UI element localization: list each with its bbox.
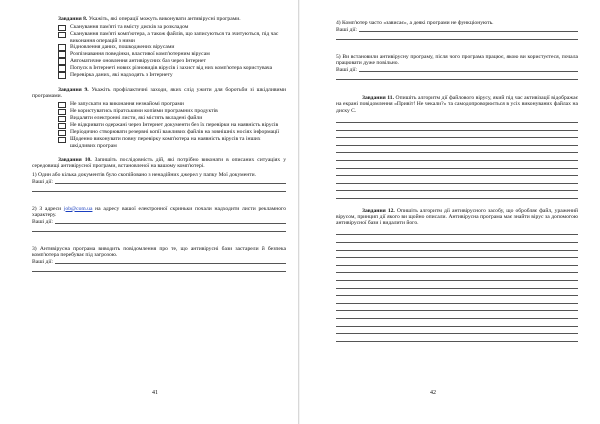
answer-line[interactable] xyxy=(336,251,578,258)
task8-option[interactable]: Сканування пам'яті та вмісту дисків за розкладом xyxy=(58,24,286,31)
right-page xyxy=(300,0,600,424)
answer-line[interactable] xyxy=(336,116,578,123)
page-number: 42 xyxy=(430,389,436,396)
answer-line[interactable] xyxy=(336,244,578,251)
task9-prompt xyxy=(32,87,286,100)
answer-line[interactable] xyxy=(336,146,578,153)
answer-line[interactable] xyxy=(336,154,578,161)
task9-option[interactable]: Не користуватись піратськими копіями програмних продуктів xyxy=(58,108,286,115)
answer-line[interactable] xyxy=(336,184,578,191)
answer-line[interactable] xyxy=(336,282,578,289)
task11-answer-area[interactable] xyxy=(336,116,578,199)
answer-line[interactable] xyxy=(336,335,578,342)
checkbox[interactable] xyxy=(58,123,66,130)
task9-label: Завдання 9. xyxy=(58,86,89,93)
answer-line[interactable] xyxy=(336,320,578,327)
task9-options xyxy=(58,101,286,149)
answer-field[interactable]: Ваші дії: xyxy=(32,178,286,185)
email-link[interactable]: job@com.ua xyxy=(63,205,93,212)
answer-line[interactable] xyxy=(336,304,578,311)
answer-field[interactable]: Ваші дії: xyxy=(336,66,578,73)
checkbox[interactable] xyxy=(58,137,66,144)
task12-text: Опишіть алгоритм дії антивірусного засобу, що обробляє файл, уражений вірусом, принцип дії якого ви щойно описали. Антивірусна програма має знайти вірус за допомогою антивірусної бази і видалити його. xyxy=(336,207,578,227)
task10-text: Запишіть послідовність дій, які потрібно виконати в описаних ситуаціях у середовищі антивірусної програми, встановленої на вашому комп'ютері. xyxy=(32,157,286,170)
task8-option[interactable]: Розпізнавання поведінки, властивої комп'ютерним вірусам xyxy=(58,51,286,58)
checkbox[interactable] xyxy=(58,102,66,109)
answer-line[interactable] xyxy=(336,266,578,273)
checkbox[interactable] xyxy=(58,44,66,51)
task8-option[interactable]: Автоматичне оновлення антивірусних баз через Інтернет xyxy=(58,58,286,65)
answer-line[interactable] xyxy=(336,177,578,184)
task10-situation-2: 2) З адреси job@com.ua на адресу вашої електронної скриньки почали надходити листи рекламного характеру. xyxy=(32,205,286,218)
answer-line[interactable] xyxy=(336,236,578,243)
checkbox[interactable] xyxy=(58,58,66,65)
task10-prompt xyxy=(32,157,286,170)
checkbox[interactable] xyxy=(58,65,66,72)
answer-field[interactable]: Ваші дії: xyxy=(336,26,578,33)
answer-line[interactable] xyxy=(32,265,286,272)
answer-line[interactable] xyxy=(336,73,578,80)
task10-situation-1: 1) Один або кілька документів було скопійовано з ненадійних джерел у папку Мої документи. xyxy=(32,171,257,178)
checkbox[interactable] xyxy=(58,25,66,32)
answer-line[interactable] xyxy=(336,169,578,176)
task9-option[interactable]: Видаляти електронні листи, які містять вкладені файли xyxy=(58,115,286,122)
answer-line[interactable] xyxy=(336,312,578,319)
task8-options xyxy=(58,24,286,79)
task8-option[interactable]: Перевірка даних, які надходять з Інтернету xyxy=(58,72,286,79)
checkbox[interactable] xyxy=(58,32,66,39)
answer-line[interactable] xyxy=(32,225,286,232)
task8-prompt xyxy=(32,16,286,22)
task9-option[interactable]: Не запускати на виконання незнайомі програми xyxy=(58,101,286,108)
checkbox[interactable] xyxy=(58,130,66,137)
checkbox[interactable] xyxy=(58,116,66,123)
task10-label: Завдання 10. xyxy=(58,157,92,164)
answer-field[interactable]: Ваші дії: xyxy=(32,218,286,225)
answer-line[interactable] xyxy=(336,162,578,169)
task11-text: Опишіть алгоритм дії файлового вірусу, який під час активізації відображає на екрані повідомлення «Привіт! Не чекали?» та самодопроворюється в усіх виконуваних файлах на диску С. xyxy=(336,95,578,114)
task8-option[interactable]: Відновлення даних, пошкоджених вірусами xyxy=(58,44,286,51)
task9-text: Укажіть профілактичні заходи, яких слід ужити для боротьби зі шкідливими програмами. xyxy=(32,86,287,100)
answer-line[interactable] xyxy=(336,228,578,235)
task10-situation-3: 3) Антивірусна програма виводить повідомлення про те, що антивірусні бази застарели й безпека комп'ютера перебуває під загрозою. xyxy=(32,245,286,259)
answer-line[interactable] xyxy=(336,259,578,266)
answer-line[interactable] xyxy=(336,297,578,304)
answer-line[interactable] xyxy=(336,289,578,296)
answer-field[interactable]: Ваші дії: xyxy=(32,258,286,265)
answer-line[interactable] xyxy=(336,139,578,146)
task9-option[interactable]: Періодично створювати резервні копії важливих файлів на зовнішніх носіях інформації xyxy=(58,129,286,136)
task8-option[interactable]: Попуск в Інтернеті нових різновидів вірусів і захист від них комп'ютера користувача xyxy=(58,65,286,72)
task10-situation-4: 4) Комп'ютер часто «зависає», а деякі програми не функціонують. xyxy=(336,20,494,26)
checkbox[interactable] xyxy=(58,72,66,79)
answer-line[interactable] xyxy=(336,131,578,138)
page-number: 41 xyxy=(152,389,158,396)
checkbox[interactable] xyxy=(58,109,66,116)
task8-option[interactable]: Сканування пам'яті комп'ютера, а також файлів, що записуються та зчитуються, під час виконання операцій з ними xyxy=(58,31,286,44)
answer-line[interactable] xyxy=(336,192,578,199)
task11-label: Завдання 11. xyxy=(362,95,394,102)
task12-answer-area[interactable] xyxy=(336,228,578,341)
left-page xyxy=(0,0,299,424)
task9-option[interactable]: Щоденно виконувати повну перевірку комп'ютера на наявність вірусів та інших шкідливих програм xyxy=(58,136,286,149)
answer-line[interactable] xyxy=(336,33,578,40)
task8-text: Укажіть, які операції можуть виконувати антивірусні програми. xyxy=(88,16,241,22)
task12-label: Завдання 12. xyxy=(362,207,395,214)
task10-situation-5: 5) Ви встановили антивірусну програму, після чого програма працює, якою ви користуєтеся, почала працювати дуже повільно. xyxy=(336,53,578,67)
answer-line[interactable] xyxy=(32,185,286,192)
task12-prompt xyxy=(336,208,578,227)
task11-prompt xyxy=(336,95,578,114)
task9-option[interactable]: Не відкривати одержані через Інтернет документи без їх перевірки на наявність вірусів xyxy=(58,122,286,129)
checkbox[interactable] xyxy=(58,51,66,58)
answer-line[interactable] xyxy=(336,274,578,281)
answer-line[interactable] xyxy=(336,327,578,334)
answer-line[interactable] xyxy=(336,124,578,131)
task8-label: Завдання 8. xyxy=(58,16,88,22)
